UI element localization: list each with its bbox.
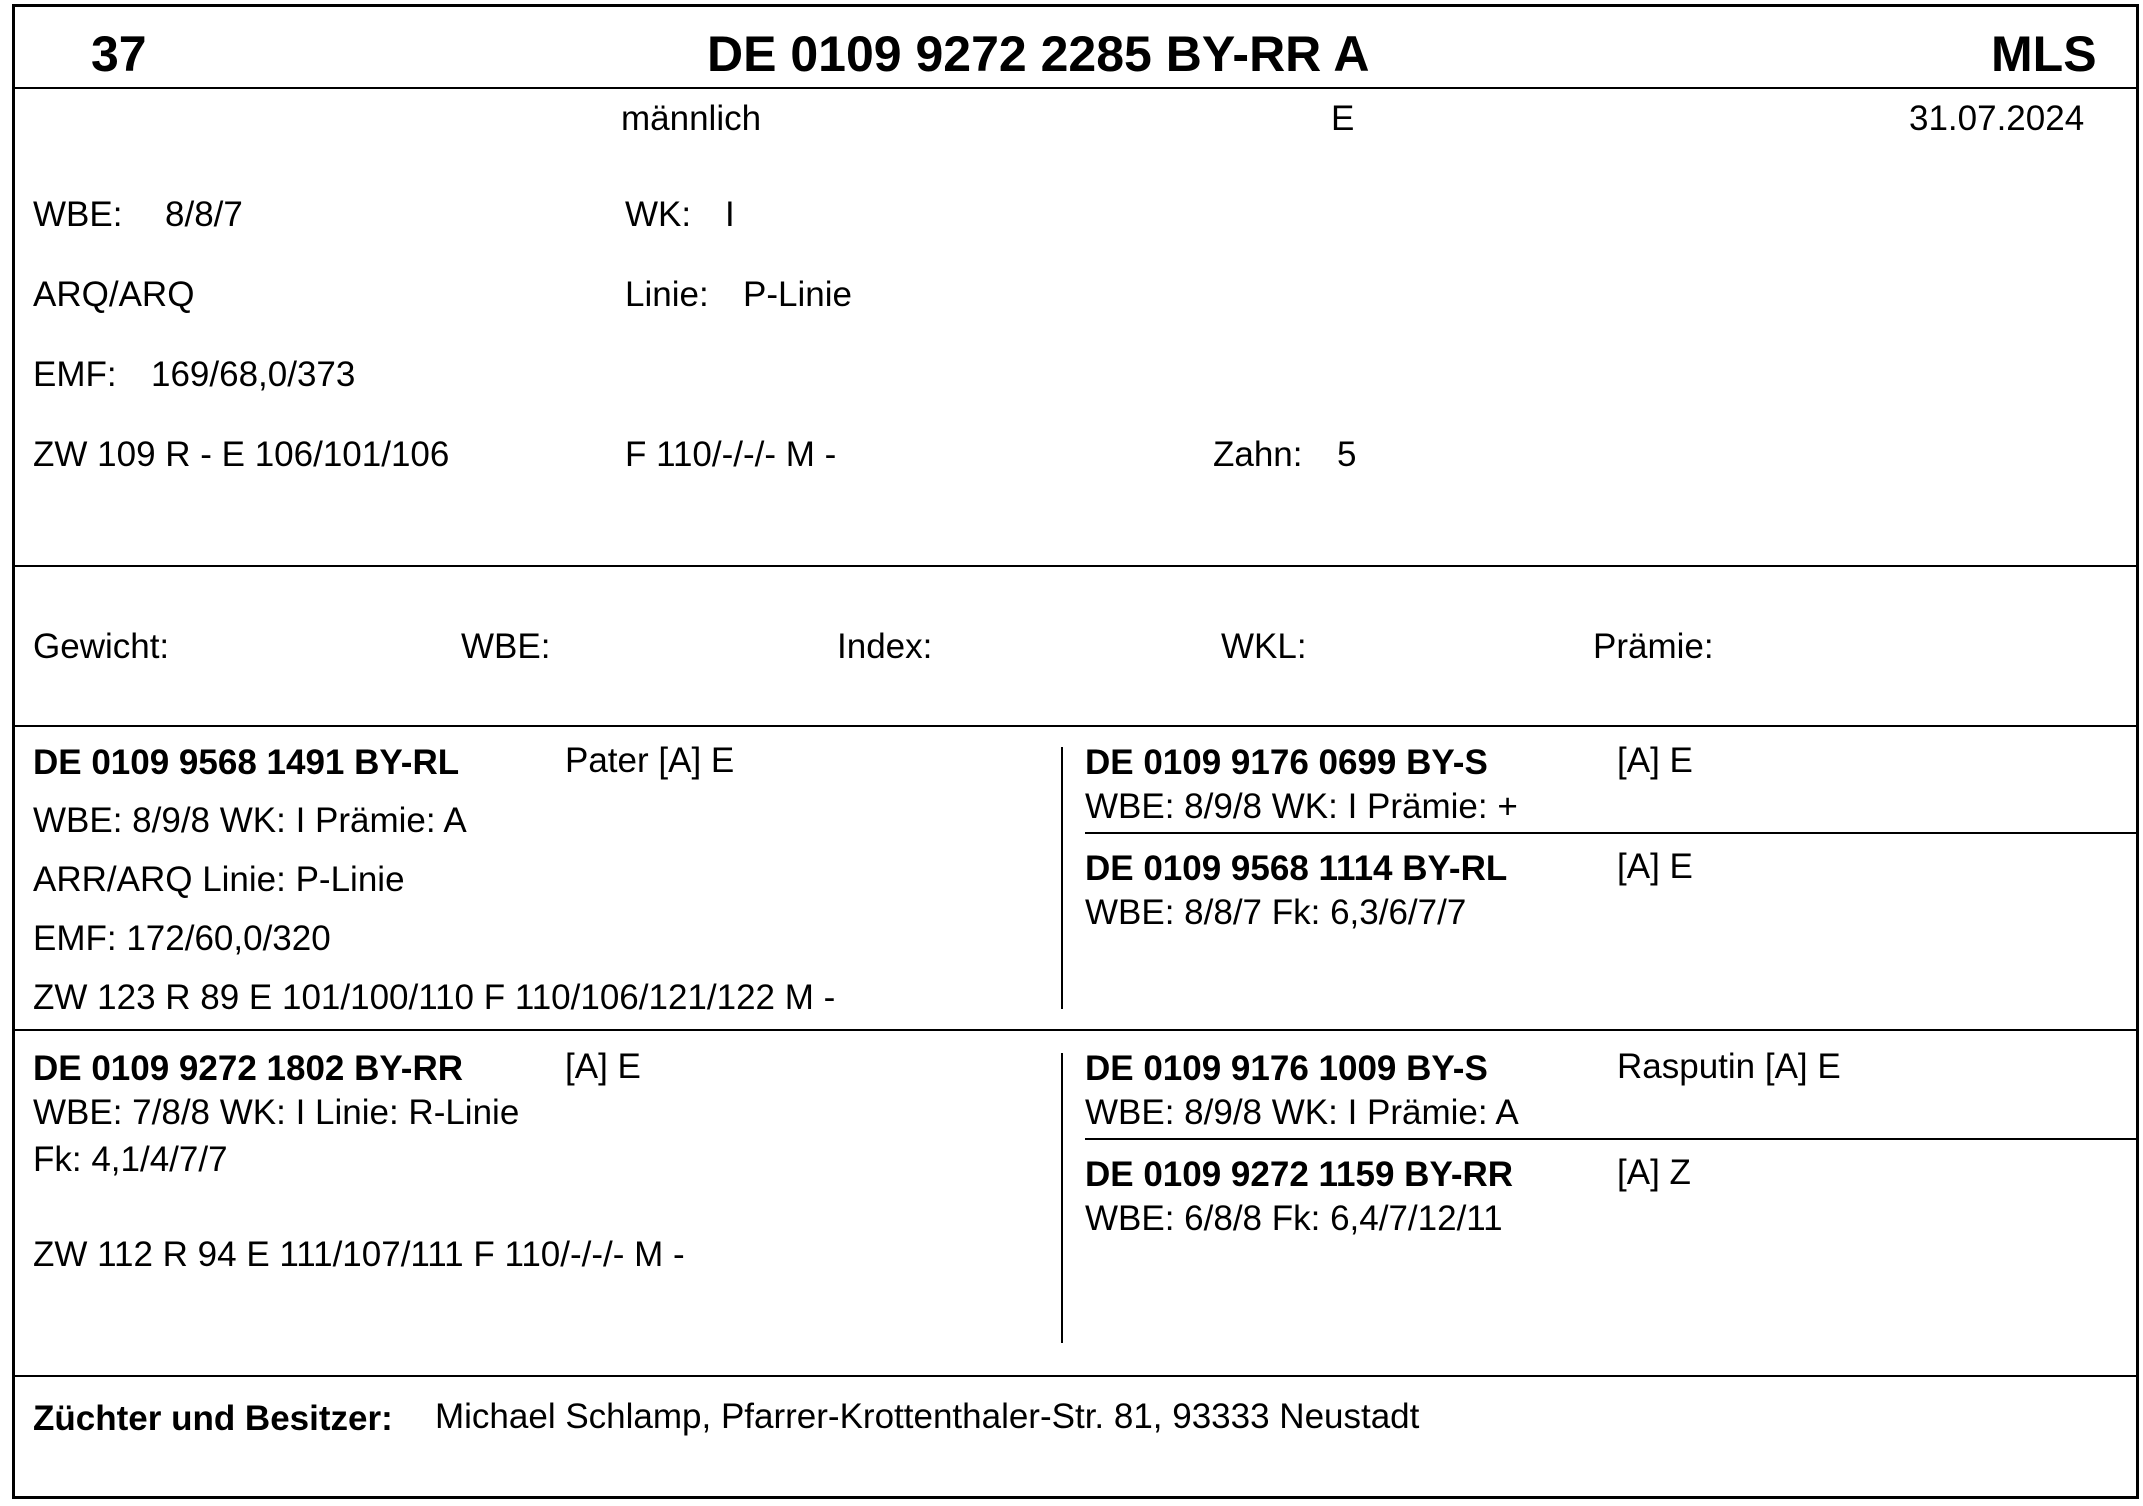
dam-line-3: ZW 112 R 94 E 111/107/111 F 110/-/-/- M - xyxy=(33,1235,685,1274)
sire-sub-divider xyxy=(1085,832,2136,834)
sire-id: DE 0109 9568 1491 BY-RL xyxy=(33,743,460,782)
dam-sub-divider xyxy=(1085,1138,2136,1140)
dam-line-2: Fk: 4,1/4/7/7 xyxy=(33,1140,228,1179)
sire-line-1: WBE: 8/9/8 WK: I Prämie: A xyxy=(33,801,467,840)
wk-label: WK: xyxy=(625,195,692,234)
wbe-value: 8/8/7 xyxy=(165,195,243,234)
linie-label: Linie: xyxy=(625,275,709,314)
dam-line-1: WBE: 7/8/8 WK: I Linie: R-Linie xyxy=(33,1093,520,1132)
breed-code: MLS xyxy=(1991,26,2097,82)
zahn-value: 5 xyxy=(1337,435,1357,474)
f-values: F 110/-/-/- M - xyxy=(625,435,837,474)
sire-sire-id: DE 0109 9176 0699 BY-S xyxy=(1085,743,1488,782)
sex: männlich xyxy=(621,99,762,138)
praemie-label: Prämie: xyxy=(1593,627,1714,666)
sire-line-2: ARR/ARQ Linie: P-Linie xyxy=(33,860,405,899)
assessment-divider xyxy=(15,725,2136,727)
linie-value: P-Linie xyxy=(743,275,852,314)
genotype: ARQ/ARQ xyxy=(33,275,195,314)
wk-value: I xyxy=(725,195,735,234)
dam-vertical-divider xyxy=(1061,1053,1063,1343)
zw-values: ZW 109 R - E 106/101/106 xyxy=(33,435,450,474)
dam-tag: [A] E xyxy=(565,1047,641,1086)
breeder-label: Züchter und Besitzer: xyxy=(33,1399,393,1438)
sire-vertical-divider xyxy=(1061,747,1063,1009)
dam-dam-line-1: WBE: 6/8/8 Fk: 6,4/7/12/11 xyxy=(1085,1199,1503,1238)
dam-sire-line-1: WBE: 8/9/8 WK: I Prämie: A xyxy=(1085,1093,1519,1132)
gewicht-label: Gewicht: xyxy=(33,627,170,666)
dam-id: DE 0109 9272 1802 BY-RR xyxy=(33,1049,463,1088)
info-divider xyxy=(15,565,2136,567)
dam-dam-tag: [A] Z xyxy=(1617,1153,1691,1192)
dam-dam-id: DE 0109 9272 1159 BY-RR xyxy=(1085,1155,1514,1194)
sire-dam-line-1: WBE: 8/8/7 Fk: 6,3/6/7/7 xyxy=(1085,893,1467,932)
header-divider xyxy=(15,87,2136,89)
sire-tag: Pater [A] E xyxy=(565,741,735,780)
emf-label: EMF: xyxy=(33,355,117,394)
wkl-label: WKL: xyxy=(1221,627,1307,666)
grade: E xyxy=(1331,99,1355,138)
sire-line-4: ZW 123 R 89 E 101/100/110 F 110/106/121/122 M - xyxy=(33,978,836,1017)
sire-sire-tag: [A] E xyxy=(1617,741,1693,780)
sire-line-3: EMF: 172/60,0/320 xyxy=(33,919,331,958)
sire-dam-tag: [A] E xyxy=(1617,847,1693,886)
sire-sire-line-1: WBE: 8/9/8 WK: I Prämie: + xyxy=(1085,787,1518,826)
zahn-label: Zahn: xyxy=(1213,435,1303,474)
catalog-number: 37 xyxy=(91,26,147,82)
index-label: Index: xyxy=(837,627,933,666)
breeder-value: Michael Schlamp, Pfarrer-Krottenthaler-Str. 81, 93333 Neustadt xyxy=(435,1397,1420,1436)
sire-dam-divider xyxy=(15,1029,2136,1031)
ring-id: DE 0109 9272 2285 BY-RR A xyxy=(707,26,1370,82)
dam-sire-tag: Rasputin [A] E xyxy=(1617,1047,1841,1086)
dam-sire-id: DE 0109 9176 1009 BY-S xyxy=(1085,1049,1488,1088)
sire-dam-id: DE 0109 9568 1114 BY-RL xyxy=(1085,849,1508,888)
emf-value: 169/68,0/373 xyxy=(151,355,356,394)
footer-divider xyxy=(15,1375,2136,1377)
pedigree-card xyxy=(12,4,2139,1499)
assessment-wbe-label: WBE: xyxy=(461,627,551,666)
wbe-label: WBE: xyxy=(33,195,123,234)
date: 31.07.2024 xyxy=(1909,99,2085,138)
